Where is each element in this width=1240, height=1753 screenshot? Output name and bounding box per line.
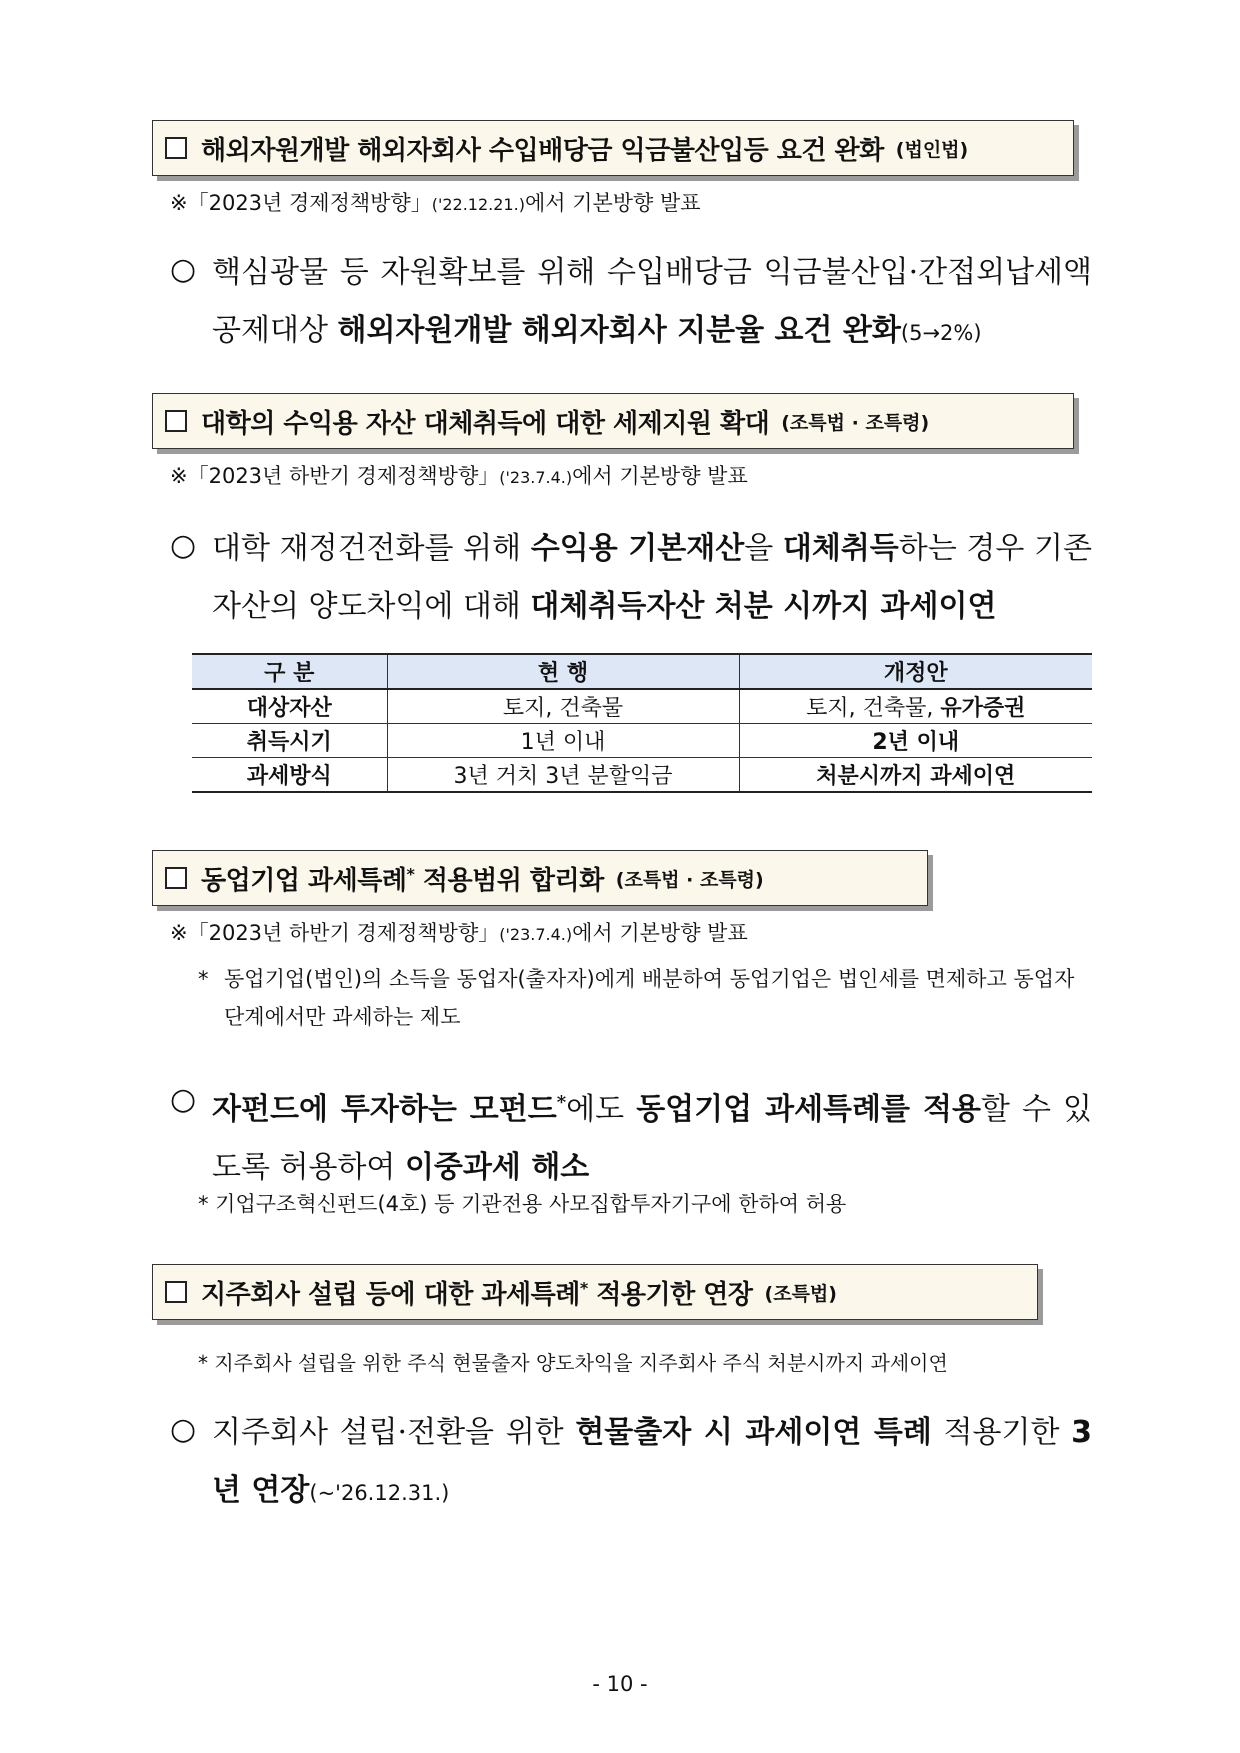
section-4-bullet xyxy=(212,1404,1092,1522)
text-run: 대체취득 xyxy=(782,531,899,566)
text-run: 하는 경우 기존 자산의 양도차익에 대해 xyxy=(212,531,1092,624)
text-run: 현물출자 시 과세이연 특례 xyxy=(575,1415,932,1450)
section-3-footnote-1: * 동업기업(법인)의 소득을 동업자(출자자)에게 배분하여 동업기업은 법인세를 면제하고 동업자 단계에서만 과세하는 제도 xyxy=(198,967,1075,1029)
table-header: 개정안 xyxy=(739,654,1092,689)
text-run: 대체취득자산 처분 시까지 과세이연 xyxy=(530,589,997,624)
section-4-law: (조특법) xyxy=(764,1282,837,1305)
table-row xyxy=(192,724,1092,758)
section-1-note: ※「2023년 경제정책방향」('22.12.21.)에서 기본방향 발표 xyxy=(170,191,701,215)
text-run: 에도 xyxy=(566,1092,637,1127)
text-run: 대학 재정건전화를 위해 xyxy=(212,531,531,566)
text-run: 을 xyxy=(744,531,783,566)
text-run: 자펀드에 투자하는 모펀드 xyxy=(212,1092,557,1127)
section-1-header xyxy=(152,120,1074,176)
checkbox-square-icon xyxy=(165,137,187,159)
section-4-footnote: * 지주회사 설립을 위한 주식 현물출자 양도차익을 지주회사 주식 처분시까지 과세이연 xyxy=(198,1351,948,1375)
text-run: 동업기업 과세특례를 적용 xyxy=(636,1092,981,1127)
section-1-law: (법인법) xyxy=(895,138,969,161)
table-row xyxy=(192,689,1092,724)
row-label: 대상자산 xyxy=(192,689,387,724)
bullet-marker: ○ xyxy=(170,1082,197,1117)
section-3-law: (조특법 · 조특령) xyxy=(615,868,764,891)
section-1-bullet xyxy=(212,244,1092,362)
text-run: 할 수 있도록 허용하여 xyxy=(212,1092,1092,1185)
section-1-title: 해외자원개발 해외자회사 수입배당금 익금불산입등 요건 완화 xyxy=(201,135,884,166)
bullet-marker: ○ xyxy=(170,252,197,287)
bullet-marker: ○ xyxy=(170,528,197,563)
comparison-table xyxy=(192,653,1092,793)
checkbox-square-icon xyxy=(165,410,187,432)
section-4-title: 지주회사 설립 등에 대한 과세특례* 적용기한 연장 xyxy=(201,1277,753,1310)
current-cell: 1년 이내 xyxy=(387,724,739,758)
proposal-cell: 처분시까지 과세이연 xyxy=(739,758,1092,793)
section-3-header xyxy=(152,850,928,906)
text-run: 3년 연장 xyxy=(212,1415,1092,1508)
section-2-title: 대학의 수익용 자산 대체취득에 대한 세제지원 확대 xyxy=(201,408,770,439)
page-number: - 10 - xyxy=(592,1672,648,1696)
text-run: 이중과세 해소 xyxy=(404,1150,590,1185)
section-2-law: (조특법 · 조특령) xyxy=(781,411,930,434)
text-run: 지주회사 설립·전환을 위한 xyxy=(212,1415,576,1450)
section-3-title: 동업기업 과세특례* 적용범위 합리화 xyxy=(201,863,604,896)
text-run: (5→2%) xyxy=(900,321,982,345)
section-3-bullet xyxy=(212,1074,1092,1197)
section-3-footnote-2: * 기업구조혁신펀드(4호) 등 기관전용 사모집합투자기구에 한하여 허용 xyxy=(198,1192,847,1216)
section-2-note: ※「2023년 하반기 경제정책방향」('23.7.4.)에서 기본방향 발표 xyxy=(170,464,748,488)
row-label: 과세방식 xyxy=(192,758,387,793)
bullet-marker: ○ xyxy=(170,1412,197,1447)
current-cell: 3년 거치 3년 분할익금 xyxy=(387,758,739,793)
current-cell: 토지, 건축물 xyxy=(387,689,739,724)
checkbox-square-icon xyxy=(165,867,187,889)
checkbox-square-icon xyxy=(165,1281,187,1303)
proposal-cell: 2년 이내 xyxy=(739,724,1092,758)
text-run: * xyxy=(556,1092,567,1113)
section-4-header xyxy=(152,1264,1038,1320)
text-run: 해외자원개발 해외자회사 지분율 요건 완화 xyxy=(337,313,901,348)
text-run: 핵심광물 등 자원확보를 위해 수입배당금 익금불산입·간접외납세액 공제대상 xyxy=(212,255,1092,348)
section-2-header xyxy=(152,393,1074,449)
text-run: (~'26.12.31.) xyxy=(309,1481,450,1505)
table-header-row xyxy=(192,654,1092,689)
table-header: 구 분 xyxy=(192,654,387,689)
row-label: 취득시기 xyxy=(192,724,387,758)
table-header: 현 행 xyxy=(387,654,739,689)
section-2-bullet xyxy=(212,520,1092,636)
text-run: 수익용 기본재산 xyxy=(530,531,745,566)
text-run: 적용기한 xyxy=(931,1415,1072,1450)
section-3-note: ※「2023년 하반기 경제정책방향」('23.7.4.)에서 기본방향 발표 xyxy=(170,921,748,945)
table-row xyxy=(192,758,1092,793)
proposal-cell: 토지, 건축물, 유가증권 xyxy=(739,689,1092,724)
